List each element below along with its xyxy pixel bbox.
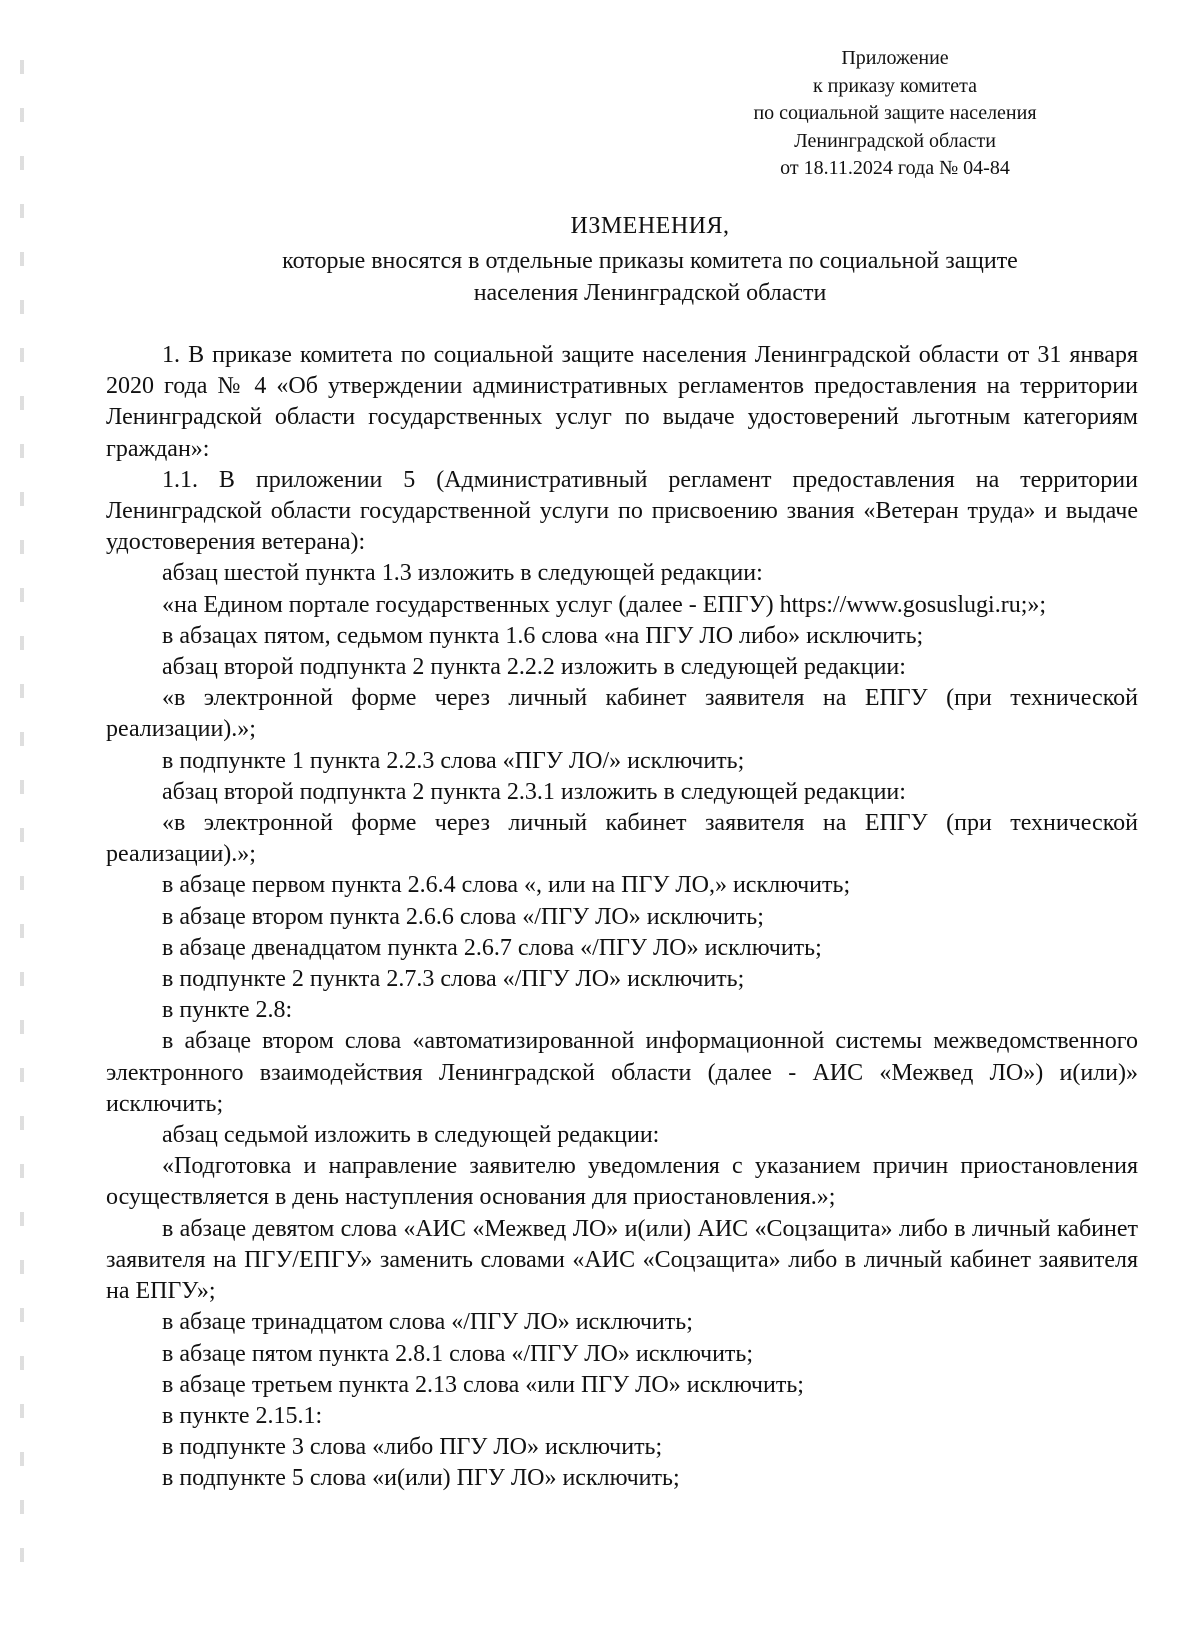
approval-line: от 18.11.2024 года № 04-84 [780,157,1010,179]
paragraph: в абзаце девятом слова «АИС «Межвед ЛО» и(или) АИС «Соцзащита» либо в личный кабинет заявителя на ПГУ/ЕПГУ» заменить словами «АИС «Соцзащита» либо в личный кабинет заявителя на ЕПГУ»; [106,1215,1138,1305]
paragraph: в подпункте 2 пункта 2.7.3 слова «/ПГУ ЛО» исключить; [162,966,745,993]
paragraph: в абзаце тринадцатом слова «/ПГУ ЛО» исключить; [162,1309,693,1336]
paragraph: в абзаце первом пункта 2.6.4 слова «, или на ПГУ ЛО,» исключить; [162,872,851,899]
scan-edge-marks [20,60,24,1580]
paragraph: «в электронной форме через личный кабинет заявителя на ЕПГУ (при технической реализации).»; [106,685,1138,743]
approval-line: по социальной защите населения [753,102,1037,124]
paragraph: абзац шестой пункта 1.3 изложить в следующей редакции: [162,560,763,587]
paragraph: в абзаце втором пункта 2.6.6 слова «/ПГУ ЛО» исключить; [162,903,764,930]
paragraph: «на Едином портале государственных услуг (далее - ЕПГУ) https://www.gosuslugi.ru;»; [162,591,1047,618]
approval-line: Приложение [841,47,949,69]
document-body [106,340,1138,1495]
paragraph: абзац второй подпункта 2 пункта 2.3.1 изложить в следующей редакции: [162,778,906,805]
paragraph: в абзаце двенадцатом пункта 2.6.7 слова «/ПГУ ЛО» исключить; [162,934,822,961]
document-subtitle [170,245,1130,309]
approval-line: к приказу комитета [812,74,978,97]
paragraph: «Подготовка и направление заявителю уведомления с указанием причин приостановления осуществляется в день наступления основания для приостановления.»; [106,1153,1138,1211]
paragraph: в абзаце третьем пункта 2.13 слова «или ПГУ ЛО» исключить; [162,1371,804,1398]
subtitle-line: которые вносятся в отдельные приказы комитета по социальной защите [282,248,1018,274]
paragraph: 1.1. В приложении 5 (Административный регламент предоставления на территории Ленинградской области государственной услуги по присвоению звания «Ветеран труда» и выдаче удостоверения ветерана): [106,466,1138,556]
paragraph: в подпункте 5 слова «и(или) ПГУ ЛО» исключить; [162,1465,680,1492]
paragraph: в подпункте 3 слова «либо ПГУ ЛО» исключить; [162,1434,663,1461]
paragraph: абзац седьмой изложить в следующей редакции: [162,1122,660,1149]
paragraph: в абзаце втором слова «автоматизированной информационной системы межведомственного электронного взаимодействия Ленинградской области (далее - АИС «Межвед ЛО») и(или)» исключить; [106,1028,1138,1117]
paragraph: «в электронной форме через личный кабинет заявителя на ЕПГУ (при технической реализации).»; [106,810,1138,868]
paragraph: 1. В приказе комитета по социальной защите населения Ленинградской области от 31 января 2020 года № 4 «Об утверждении административных регламентов предоставления на территории Ленинградской области государственных услуг по выдаче удостоверений льготным категориям граждан»: [106,342,1138,462]
approval-stamp [700,45,1090,183]
subtitle-line: населения Ленинградской области [473,280,827,306]
paragraph: в абзацах пятом, седьмом пункта 1.6 слова «на ПГУ ЛО либо» исключить; [162,622,924,649]
paragraph: в пункте 2.15.1: [162,1402,323,1429]
paragraph: в абзаце пятом пункта 2.8.1 слова «/ПГУ ЛО» исключить; [162,1340,754,1367]
paragraph: в подпункте 1 пункта 2.2.3 слова «ПГУ ЛО/» исключить; [162,747,745,774]
approval-line: Ленинградской области [794,129,996,152]
paragraph: в пункте 2.8: [162,997,293,1024]
paragraph: абзац второй подпункта 2 пункта 2.2.2 изложить в следующей редакции: [162,654,906,681]
document-title: ИЗМЕНЕНИЯ, [570,213,730,239]
